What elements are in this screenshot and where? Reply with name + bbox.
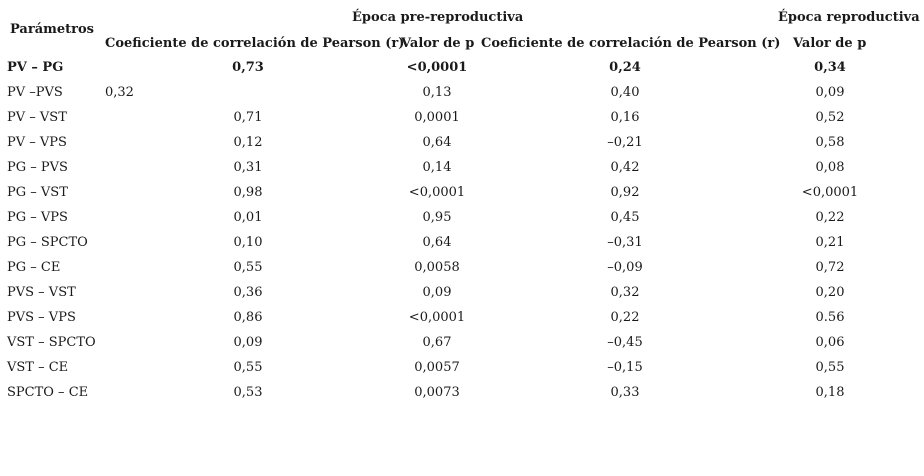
p-repro-cell: 0,22 — [815, 210, 845, 225]
p-pre-cell: 0,14 — [422, 160, 452, 175]
p-repro-cell: 0,06 — [815, 335, 845, 350]
r-repro-cell: 0,24 — [609, 60, 641, 75]
p-repro-cell: 0,72 — [815, 260, 845, 275]
table-row — [0, 360, 924, 385]
param-cell: PV – PG — [7, 60, 64, 75]
table-row — [0, 335, 924, 360]
param-cell: PG – PVS — [7, 160, 68, 175]
param-cell: PV – VPS — [7, 135, 67, 150]
r-repro-cell: 0,32 — [610, 285, 640, 300]
param-cell: VST – SPCTO — [7, 335, 96, 350]
r-pre-cell: 0,01 — [233, 210, 263, 225]
p-repro-cell: 0,55 — [815, 360, 845, 375]
param-cell: PV – VST — [7, 110, 67, 125]
p-pre-cell: 0,09 — [422, 285, 452, 300]
p-repro-cell: 0,58 — [815, 135, 845, 150]
r-repro-cell: –0,31 — [607, 235, 643, 250]
r-repro-cell: –0,09 — [607, 260, 643, 275]
r-repro-cell: 0,45 — [610, 210, 640, 225]
table-row — [0, 60, 924, 85]
param-cell: PVS – VPS — [7, 310, 76, 325]
table-row — [0, 235, 924, 260]
table-row — [0, 85, 924, 110]
r-repro-cell: 0,42 — [610, 160, 640, 175]
param-cell: SPCTO – CE — [7, 385, 89, 400]
r-pre-cell: 0,36 — [233, 285, 263, 300]
p-pre-cell: <0,0001 — [408, 185, 466, 200]
p-pre-cell: 0,64 — [422, 135, 452, 150]
table-row — [0, 185, 924, 210]
param-cell: VST – CE — [7, 360, 69, 375]
table-row — [0, 285, 924, 310]
r-repro-cell: 0,33 — [610, 385, 640, 400]
header-parametros: Parámetros — [10, 22, 94, 37]
param-cell: PVS – VST — [7, 285, 76, 300]
r-pre-cell: 0,55 — [233, 360, 263, 375]
p-pre-cell: 0,13 — [422, 85, 452, 100]
p-repro-cell: 0,21 — [815, 235, 845, 250]
p-pre-cell: 0,0058 — [414, 260, 460, 275]
r-repro-cell: 0,92 — [610, 185, 640, 200]
r-pre-cell: 0,32 — [105, 85, 134, 100]
table-row — [0, 260, 924, 285]
p-pre-cell: <0,0001 — [408, 310, 466, 325]
r-pre-cell: 0,10 — [233, 235, 263, 250]
p-pre-cell: 0,95 — [422, 210, 452, 225]
param-cell: PG – CE — [7, 260, 61, 275]
table-row — [0, 385, 924, 410]
p-pre-cell: 0,67 — [422, 335, 452, 350]
p-pre-cell: 0,0001 — [414, 110, 460, 125]
r-pre-cell: 0,71 — [233, 110, 263, 125]
param-cell: PG – SPCTO — [7, 235, 88, 250]
p-pre-cell: 0,64 — [422, 235, 452, 250]
table-row — [0, 210, 924, 235]
header-p-pre: Valor de p — [401, 36, 475, 51]
header-p-repro: Valor de p — [793, 36, 867, 51]
table-row — [0, 310, 924, 335]
table-row — [0, 110, 924, 135]
p-repro-cell: <0,0001 — [801, 185, 859, 200]
p-repro-cell: 0,18 — [815, 385, 845, 400]
p-pre-cell: 0,0057 — [414, 360, 460, 375]
header-epoca-pre-reproductiva: Época pre-reproductiva — [352, 10, 524, 25]
r-pre-cell: 0,86 — [233, 310, 263, 325]
p-repro-cell: 0.56 — [815, 310, 845, 325]
header-epoca-reproductiva: Época reproductiva — [778, 10, 920, 25]
r-pre-cell: 0,09 — [233, 335, 263, 350]
r-pre-cell: 0,31 — [233, 160, 263, 175]
r-repro-cell: 0,22 — [610, 310, 640, 325]
param-cell: PV –PVS — [7, 85, 63, 100]
r-repro-cell: 0,40 — [610, 85, 640, 100]
p-repro-cell: 0,20 — [815, 285, 845, 300]
p-repro-cell: 0,34 — [814, 60, 846, 75]
p-repro-cell: 0,08 — [815, 160, 845, 175]
r-pre-cell: 0,98 — [233, 185, 263, 200]
r-pre-cell: 0,73 — [232, 60, 264, 75]
header-coef-repro: Coeficiente de correlación de Pearson (r) — [481, 36, 781, 51]
param-cell: PG – VST — [7, 185, 68, 200]
r-pre-cell: 0,12 — [233, 135, 263, 150]
r-repro-cell: –0,45 — [607, 335, 643, 350]
r-repro-cell: –0,15 — [607, 360, 643, 375]
table-row — [0, 135, 924, 160]
r-pre-cell: 0,55 — [233, 260, 263, 275]
p-repro-cell: 0,52 — [815, 110, 845, 125]
r-pre-cell: 0,53 — [233, 385, 263, 400]
param-cell: PG – VPS — [7, 210, 68, 225]
p-repro-cell: 0,09 — [815, 85, 845, 100]
r-repro-cell: –0,21 — [607, 135, 643, 150]
table-row — [0, 160, 924, 185]
r-repro-cell: 0,16 — [610, 110, 640, 125]
p-pre-cell: <0,0001 — [406, 60, 468, 75]
p-pre-cell: 0,0073 — [414, 385, 460, 400]
header-coef-pre: Coeficiente de correlación de Pearson (r) — [105, 36, 405, 51]
